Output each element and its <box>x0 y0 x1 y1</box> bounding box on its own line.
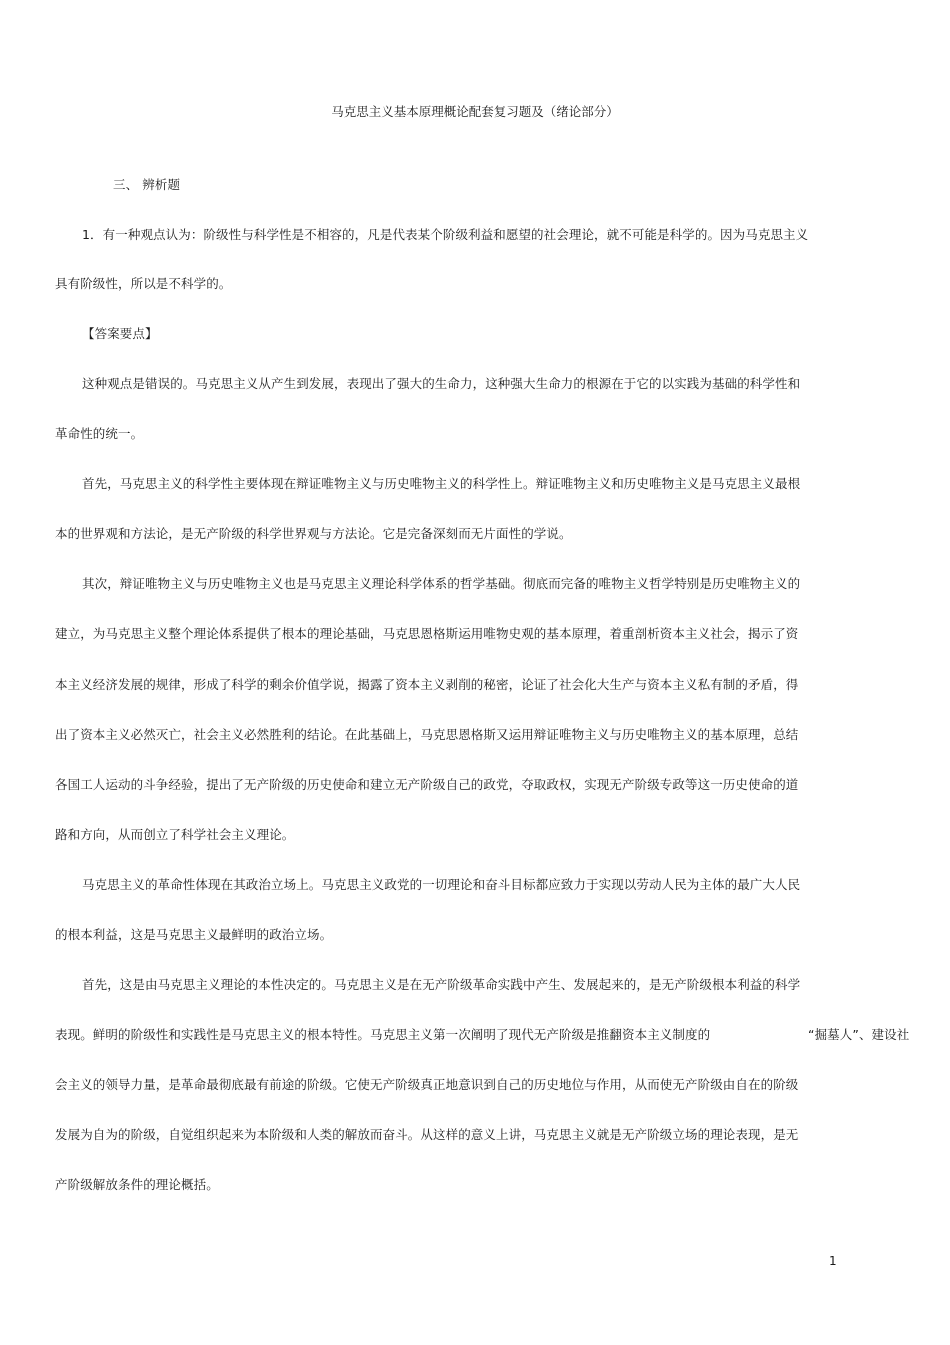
paragraph-line: 建立，为马克思主义整个理论体系提供了根本的理论基础，马克思恩格斯运用唯物史观的基本原理，着重剖析资本主义社会，揭示了资 <box>55 626 799 641</box>
paragraph-line: 革命性的统一。 <box>55 426 144 441</box>
paragraph-line: 会主义的领导力量，是革命最彻底最有前途的阶级。它使无产阶级真正地意识到自己的历史地位与作用，从而使无产阶级由自在的阶级 <box>55 1077 799 1092</box>
paragraph-line: 路和方向，从而创立了科学社会主义理论。 <box>55 827 295 842</box>
section-heading: 三、 辨析题 <box>113 177 181 192</box>
paragraph-line: 本的世界观和方法论，是无产阶级的科学世界观与方法论。它是完备深刻而无片面性的学说。 <box>55 526 572 541</box>
paragraph-line: 的根本利益，这是马克思主义最鲜明的政治立场。 <box>55 927 333 942</box>
question-line-1: 1．有一种观点认为：阶级性与科学性是不相容的，凡是代表某个阶级利益和愿望的社会理论，就不可能是科学的。因为马克思主义 <box>82 227 809 242</box>
paragraph-line: 出了资本主义必然灭亡，社会主义必然胜利的结论。在此基础上，马克思恩格斯又运用辩证唯物主义与历史唯物主义的基本原理，总结 <box>55 727 799 742</box>
paragraph-line: 发展为自为的阶级，自觉组织起来为本阶级和人类的解放而奋斗。从这样的意义上讲，马克思主义就是无产阶级立场的理论表现，是无 <box>55 1127 799 1142</box>
page-number: 1 <box>829 1254 837 1268</box>
paragraph-line: 首先，马克思主义的科学性主要体现在辩证唯物主义与历史唯物主义的科学性上。辩证唯物主义和历史唯物主义是马克思主义最根 <box>82 476 801 491</box>
paragraph-line: 本主义经济发展的规律，形成了科学的剩余价值学说，揭露了资本主义剥削的秘密，论证了社会化大生产与资本主义私有制的矛盾，得 <box>55 677 799 692</box>
paragraph-line: 产阶级解放条件的理论概括。 <box>55 1177 219 1192</box>
paragraph-line: 首先，这是由马克思主义理论的本性决定的。马克思主义是在无产阶级革命实践中产生、发展起来的，是无产阶级根本利益的科学 <box>82 977 801 992</box>
answer-label: 【答案要点】 <box>82 326 158 341</box>
paragraph-line: 其次，辩证唯物主义与历史唯物主义也是马克思主义理论科学体系的哲学基础。彻底而完备的唯物主义哲学特别是历史唯物主义的 <box>82 576 801 591</box>
question-line-2: 具有阶级性，所以是不科学的。 <box>55 276 232 291</box>
document-title: 马克思主义基本原理概论配套复习题及（绪论部分） <box>331 104 619 119</box>
paragraph-line: 各国工人运动的斗争经验，提出了无产阶级的历史使命和建立无产阶级自己的政党，夺取政权，实现无产阶级专政等这一历史使命的道 <box>55 777 799 792</box>
paragraph-line-fragment: “掘墓人”、建设社 <box>808 1027 910 1042</box>
paragraph-line: 表现。鲜明的阶级性和实践性是马克思主义的根本特性。马克思主义第一次阐明了现代无产阶级是推翻资本主义制度的 <box>55 1027 711 1042</box>
paragraph-line: 马克思主义的革命性体现在其政治立场上。马克思主义政党的一切理论和奋斗目标都应致力于实现以劳动人民为主体的最广大人民 <box>82 877 801 892</box>
paragraph-line: 这种观点是错误的。马克思主义从产生到发展，表现出了强大的生命力，这种强大生命力的根源在于它的以实践为基础的科学性和 <box>82 376 801 391</box>
